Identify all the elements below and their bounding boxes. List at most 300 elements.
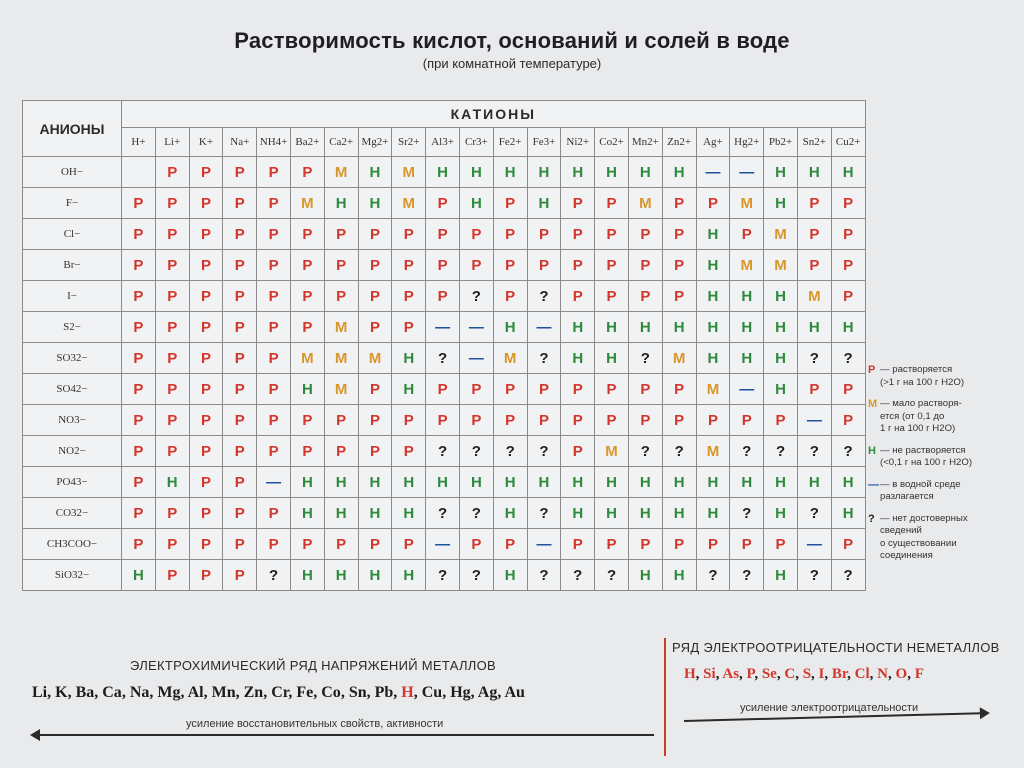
anion-label: CO32− <box>23 498 122 529</box>
series-element: H <box>401 684 414 701</box>
solubility-cell: Н <box>628 467 662 498</box>
solubility-cell: Р <box>426 281 460 312</box>
solubility-cell: Н <box>797 467 831 498</box>
cation-header: Ni2+ <box>561 128 595 157</box>
legend-text: — растворяется (>1 г на 100 г H2O) <box>880 364 965 388</box>
table-row <box>23 157 866 188</box>
table-row <box>23 405 866 436</box>
anion-label: Cl− <box>23 219 122 250</box>
table-row <box>23 281 866 312</box>
legend-item <box>868 364 1018 389</box>
anion-label: F− <box>23 188 122 219</box>
table-row <box>23 560 866 591</box>
solubility-cell: Р <box>561 405 595 436</box>
solubility-cell: Н <box>730 281 764 312</box>
table-row <box>23 374 866 405</box>
solubility-cell: Р <box>426 219 460 250</box>
solubility-cell: Р <box>189 312 223 343</box>
solubility-cell: Р <box>662 281 696 312</box>
series-element: As <box>722 666 740 682</box>
cation-header: Sn2+ <box>797 128 831 157</box>
solubility-cell: Р <box>189 529 223 560</box>
solubility-cell: Р <box>223 188 257 219</box>
anion-label: PO43− <box>23 467 122 498</box>
table-row <box>23 529 866 560</box>
table-row <box>23 436 866 467</box>
solubility-cell: ? <box>730 498 764 529</box>
series-element: Ca <box>102 684 122 701</box>
cation-header: Na+ <box>223 128 257 157</box>
solubility-cell: Р <box>426 374 460 405</box>
solubility-cell: Р <box>189 560 223 591</box>
solubility-cell: Р <box>358 405 392 436</box>
solubility-cell: Р <box>122 312 156 343</box>
series-element: Br <box>831 666 848 682</box>
solubility-cell: Р <box>426 188 460 219</box>
solubility-cell: ? <box>527 343 561 374</box>
solubility-cell: Н <box>831 498 865 529</box>
solubility-cell: Р <box>831 529 865 560</box>
electrochem-caption: усиление восстановительных свойств, активности <box>186 718 444 730</box>
solubility-cell: ? <box>459 560 493 591</box>
solubility-cell: Н <box>324 560 358 591</box>
solubility-cell: Н <box>662 467 696 498</box>
solubility-cell: Р <box>358 529 392 560</box>
solubility-cell: Р <box>831 250 865 281</box>
solubility-cell: — <box>730 374 764 405</box>
page-title: Растворимость кислот, оснований и солей в воде <box>234 28 790 53</box>
solubility-cell: Н <box>290 467 324 498</box>
solubility-cell: Р <box>189 188 223 219</box>
solubility-cell: Н <box>561 312 595 343</box>
solubility-cell: Р <box>257 157 291 188</box>
solubility-cell: Р <box>392 281 426 312</box>
legend-symbol: ? <box>868 512 875 525</box>
solubility-cell: Н <box>797 157 831 188</box>
solubility-cell: Н <box>595 498 629 529</box>
solubility-cell: Р <box>155 219 189 250</box>
solubility-cell: М <box>764 250 798 281</box>
solubility-cell: М <box>730 188 764 219</box>
solubility-cell: Н <box>392 467 426 498</box>
solubility-cell: Н <box>595 467 629 498</box>
solubility-cell: Н <box>527 157 561 188</box>
solubility-cell: ? <box>831 436 865 467</box>
solubility-cell: М <box>628 188 662 219</box>
solubility-cell: Р <box>223 312 257 343</box>
solubility-cell: Р <box>155 529 189 560</box>
solubility-cell: Р <box>561 219 595 250</box>
series-element: Al <box>187 684 204 701</box>
solubility-cell: ? <box>527 281 561 312</box>
solubility-cell: Р <box>257 343 291 374</box>
solubility-cell: — <box>527 529 561 560</box>
solubility-cell: Р <box>831 405 865 436</box>
solubility-cell: — <box>459 312 493 343</box>
solubility-cell: ? <box>426 343 460 374</box>
table-row <box>23 312 866 343</box>
solubility-cell: Р <box>527 405 561 436</box>
solubility-cell: Р <box>223 436 257 467</box>
solubility-cell: Р <box>527 219 561 250</box>
solubility-cell: ? <box>628 343 662 374</box>
solubility-cell: Р <box>257 188 291 219</box>
solubility-cell: Р <box>189 157 223 188</box>
solubility-cell: Р <box>223 250 257 281</box>
solubility-cell: Р <box>290 219 324 250</box>
solubility-cell: Н <box>764 374 798 405</box>
solubility-cell: Р <box>122 529 156 560</box>
solubility-cell: Р <box>290 250 324 281</box>
solubility-cell: ? <box>797 498 831 529</box>
solubility-cell: Р <box>155 436 189 467</box>
solubility-cell: Н <box>696 467 730 498</box>
legend-text: — мало растворя- ется (от 0,1 до 1 г на 100 г H2O) <box>880 398 962 434</box>
solubility-cell: Р <box>358 374 392 405</box>
anion-label: I− <box>23 281 122 312</box>
solubility-cell: Р <box>223 560 257 591</box>
solubility-cell: М <box>797 281 831 312</box>
solubility-cell: Н <box>493 312 527 343</box>
solubility-cell: Р <box>628 405 662 436</box>
solubility-cell: ? <box>797 436 831 467</box>
solubility-cell: Р <box>155 374 189 405</box>
solubility-cell: Р <box>358 436 392 467</box>
solubility-cell: Р <box>764 529 798 560</box>
solubility-cell: ? <box>696 560 730 591</box>
table-body <box>23 157 866 591</box>
solubility-cell: Р <box>223 498 257 529</box>
solubility-cell: Р <box>561 436 595 467</box>
solubility-cell: ? <box>527 436 561 467</box>
cation-header: Mg2+ <box>358 128 392 157</box>
solubility-cell: Р <box>561 281 595 312</box>
solubility-cell: ? <box>730 560 764 591</box>
solubility-cell: Н <box>493 560 527 591</box>
solubility-cell: ? <box>662 436 696 467</box>
electrochem-title: ЭЛЕКТРОХИМИЧЕСКИЙ РЯД НАПРЯЖЕНИЙ МЕТАЛЛОВ <box>130 658 497 673</box>
solubility-cell: Н <box>764 157 798 188</box>
anion-label: NO2− <box>23 436 122 467</box>
solubility-cell: Р <box>392 250 426 281</box>
legend <box>868 364 1018 572</box>
solubility-cell: Р <box>358 219 392 250</box>
cation-header: Ba2+ <box>290 128 324 157</box>
cation-header: Co2+ <box>595 128 629 157</box>
series-element: S <box>802 666 812 682</box>
solubility-cell: Р <box>223 374 257 405</box>
solubility-cell: Н <box>764 498 798 529</box>
solubility-cell: Н <box>527 188 561 219</box>
solubility-cell: Р <box>493 250 527 281</box>
solubility-cell: ? <box>426 560 460 591</box>
solubility-cell: М <box>324 374 358 405</box>
solubility-cell: ? <box>561 560 595 591</box>
solubility-cell: Р <box>459 250 493 281</box>
series-element: Mn <box>211 684 236 701</box>
solubility-cell: Н <box>290 560 324 591</box>
solubility-cell: — <box>797 529 831 560</box>
solubility-cell: Н <box>324 188 358 219</box>
solubility-cell: Н <box>628 498 662 529</box>
solubility-cell: Р <box>358 312 392 343</box>
solubility-cell: Р <box>155 405 189 436</box>
solubility-cell: Н <box>290 374 324 405</box>
solubility-cell: Р <box>561 529 595 560</box>
solubility-cell: — <box>730 157 764 188</box>
solubility-cell: Н <box>324 467 358 498</box>
cation-header: Pb2+ <box>764 128 798 157</box>
legend-symbol: Р <box>868 364 876 376</box>
series-element: Ba <box>75 684 95 701</box>
solubility-cell: Р <box>459 405 493 436</box>
series-element: Sn <box>348 684 367 701</box>
series-element: Co <box>321 684 341 701</box>
series-element: Pb <box>374 684 394 701</box>
solubility-cell: Н <box>628 312 662 343</box>
solubility-cell: Р <box>696 405 730 436</box>
solubility-cell: Р <box>122 219 156 250</box>
solubility-cell: Р <box>324 529 358 560</box>
solubility-cell: Р <box>122 374 156 405</box>
solubility-cell: — <box>426 312 460 343</box>
solubility-cell: Р <box>831 374 865 405</box>
solubility-cell: Р <box>662 250 696 281</box>
electroneg-caption: усиление электроотрицательности <box>740 702 919 714</box>
anion-label: SO32− <box>23 343 122 374</box>
series-element: O <box>895 666 908 682</box>
solubility-cell: Р <box>831 281 865 312</box>
cation-header: NH4+ <box>257 128 291 157</box>
series-element: Na <box>129 684 150 701</box>
solubility-cell: Р <box>628 529 662 560</box>
solubility-cell: — <box>426 529 460 560</box>
solubility-cell: Р <box>155 281 189 312</box>
solubility-cell: Р <box>730 219 764 250</box>
solubility-cell: Р <box>324 281 358 312</box>
series-element: Mg <box>157 684 181 701</box>
solubility-cell: ? <box>527 560 561 591</box>
solubility-cell: Р <box>628 281 662 312</box>
solubility-cell: Н <box>426 467 460 498</box>
solubility-cell: Р <box>459 529 493 560</box>
solubility-cell: ? <box>628 436 662 467</box>
page-subtitle: (при комнатной температуре) <box>422 56 602 71</box>
solubility-cell: Р <box>392 436 426 467</box>
solubility-cell: Н <box>662 498 696 529</box>
solubility-cell: М <box>595 436 629 467</box>
solubility-cell: ? <box>459 498 493 529</box>
solubility-cell: ? <box>426 498 460 529</box>
solubility-cell: Р <box>189 467 223 498</box>
solubility-cell: Р <box>155 188 189 219</box>
solubility-cell: М <box>290 343 324 374</box>
solubility-cell: ? <box>493 436 527 467</box>
solubility-cell: Р <box>392 529 426 560</box>
solubility-cell: Р <box>730 529 764 560</box>
solubility-cell: М <box>324 157 358 188</box>
solubility-cell: Р <box>459 374 493 405</box>
cation-header: Fe3+ <box>527 128 561 157</box>
series-element: N <box>877 666 889 682</box>
solubility-cell: Н <box>595 343 629 374</box>
series-element: I <box>818 666 825 682</box>
solubility-cell: Р <box>493 188 527 219</box>
series-element: F <box>914 666 924 682</box>
series-element: P <box>746 666 755 682</box>
solubility-cell: Р <box>628 219 662 250</box>
legend-item <box>868 479 1018 504</box>
solubility-cell: Н <box>493 157 527 188</box>
cation-header: Ca2+ <box>324 128 358 157</box>
solubility-cell: Н <box>730 343 764 374</box>
solubility-cell: Н <box>662 560 696 591</box>
solubility-cell: М <box>764 219 798 250</box>
legend-text: — в водной среде разлагается <box>880 478 961 502</box>
legend-item <box>868 513 1018 563</box>
legend-symbol: Н <box>868 444 876 457</box>
anion-label: CH3COO− <box>23 529 122 560</box>
solubility-cell: ? <box>797 343 831 374</box>
solubility-cell: Р <box>527 250 561 281</box>
solubility-cell: М <box>392 157 426 188</box>
solubility-cell: Р <box>392 405 426 436</box>
solubility-cell: Н <box>561 498 595 529</box>
solubility-cell: Н <box>392 374 426 405</box>
cations-header: КАТИОНЫ <box>122 101 866 128</box>
series-element: Si <box>703 666 716 682</box>
solubility-cell: Р <box>223 467 257 498</box>
cation-header: H+ <box>122 128 156 157</box>
solubility-cell: Р <box>257 312 291 343</box>
solubility-cell: Н <box>358 467 392 498</box>
solubility-cell: Н <box>730 312 764 343</box>
solubility-cell: Н <box>392 343 426 374</box>
solubility-cell: Р <box>561 374 595 405</box>
anion-label: SiO32− <box>23 560 122 591</box>
solubility-cell: Н <box>797 312 831 343</box>
solubility-cell: Н <box>662 157 696 188</box>
legend-item <box>868 398 1018 436</box>
solubility-cell: Р <box>257 405 291 436</box>
table-row <box>23 219 866 250</box>
electroneg-series: H, Si, As, P, Se, C, S, I, Br, Cl, N, O, F <box>684 666 924 682</box>
solubility-cell: М <box>290 188 324 219</box>
solubility-cell: М <box>358 343 392 374</box>
solubility-cell: Р <box>122 405 156 436</box>
solubility-cell: Р <box>257 219 291 250</box>
solubility-cell: Н <box>764 343 798 374</box>
solubility-cell: Н <box>696 498 730 529</box>
solubility-cell: Р <box>122 250 156 281</box>
solubility-cell: Н <box>324 498 358 529</box>
series-element: Cl <box>854 666 870 682</box>
table-row <box>23 498 866 529</box>
solubility-cell: Р <box>122 498 156 529</box>
solubility-cell: ? <box>797 560 831 591</box>
solubility-cell: Н <box>764 188 798 219</box>
solubility-cell: ? <box>831 560 865 591</box>
solubility-cell: М <box>392 188 426 219</box>
solubility-cell: Р <box>561 188 595 219</box>
table-row <box>23 250 866 281</box>
solubility-cell: Н <box>764 312 798 343</box>
solubility-cell: Н <box>392 560 426 591</box>
solubility-cell: Р <box>257 436 291 467</box>
solubility-cell: Р <box>797 188 831 219</box>
cation-header: Mn2+ <box>628 128 662 157</box>
solubility-cell: Р <box>257 250 291 281</box>
solubility-cell: Р <box>628 250 662 281</box>
solubility-cell: Н <box>595 157 629 188</box>
solubility-cell: Р <box>527 374 561 405</box>
solubility-cell: Р <box>764 405 798 436</box>
solubility-cell: Р <box>595 219 629 250</box>
solubility-cell: Р <box>797 374 831 405</box>
series-element: H <box>684 666 696 682</box>
solubility-cell: Н <box>290 498 324 529</box>
solubility-cell: Р <box>290 157 324 188</box>
solubility-cell: Н <box>696 250 730 281</box>
solubility-cell: ? <box>426 436 460 467</box>
solubility-cell: Р <box>155 343 189 374</box>
solubility-cell: М <box>324 312 358 343</box>
anion-label: NO3− <box>23 405 122 436</box>
anion-label: Br− <box>23 250 122 281</box>
solubility-cell: Р <box>155 312 189 343</box>
solubility-cell: Н <box>696 219 730 250</box>
solubility-cell: Н <box>628 560 662 591</box>
solubility-cell: Р <box>155 560 189 591</box>
solubility-cell: Р <box>155 157 189 188</box>
cation-header: Fe2+ <box>493 128 527 157</box>
solubility-cell: Н <box>122 560 156 591</box>
solubility-cell: Н <box>595 312 629 343</box>
solubility-cell: М <box>493 343 527 374</box>
solubility-cell: М <box>696 436 730 467</box>
solubility-cell: М <box>696 374 730 405</box>
solubility-cell: Р <box>595 374 629 405</box>
solubility-cell: Р <box>696 529 730 560</box>
table-row <box>23 467 866 498</box>
solubility-cell: Р <box>426 250 460 281</box>
solubility-cell: Р <box>797 219 831 250</box>
section-divider <box>664 638 666 756</box>
solubility-cell: Н <box>493 467 527 498</box>
solubility-cell: — <box>257 467 291 498</box>
solubility-cell: Р <box>595 250 629 281</box>
solubility-cell: Р <box>595 529 629 560</box>
solubility-cell: Р <box>696 188 730 219</box>
solubility-cell: Р <box>290 529 324 560</box>
solubility-cell: Р <box>257 281 291 312</box>
anions-header: АНИОНЫ <box>23 101 122 157</box>
solubility-cell: Р <box>189 219 223 250</box>
solubility-cell: Н <box>696 281 730 312</box>
table-row <box>23 188 866 219</box>
solubility-cell: Р <box>223 529 257 560</box>
series-element: Zn <box>243 684 264 701</box>
solubility-cell: Р <box>392 219 426 250</box>
solubility-cell: Н <box>831 312 865 343</box>
solubility-cell: Р <box>122 188 156 219</box>
solubility-cell: Р <box>324 405 358 436</box>
solubility-cell: Р <box>392 312 426 343</box>
solubility-cell: — <box>696 157 730 188</box>
solubility-cell: Н <box>730 467 764 498</box>
solubility-cell: Р <box>662 188 696 219</box>
solubility-cell: Р <box>831 219 865 250</box>
